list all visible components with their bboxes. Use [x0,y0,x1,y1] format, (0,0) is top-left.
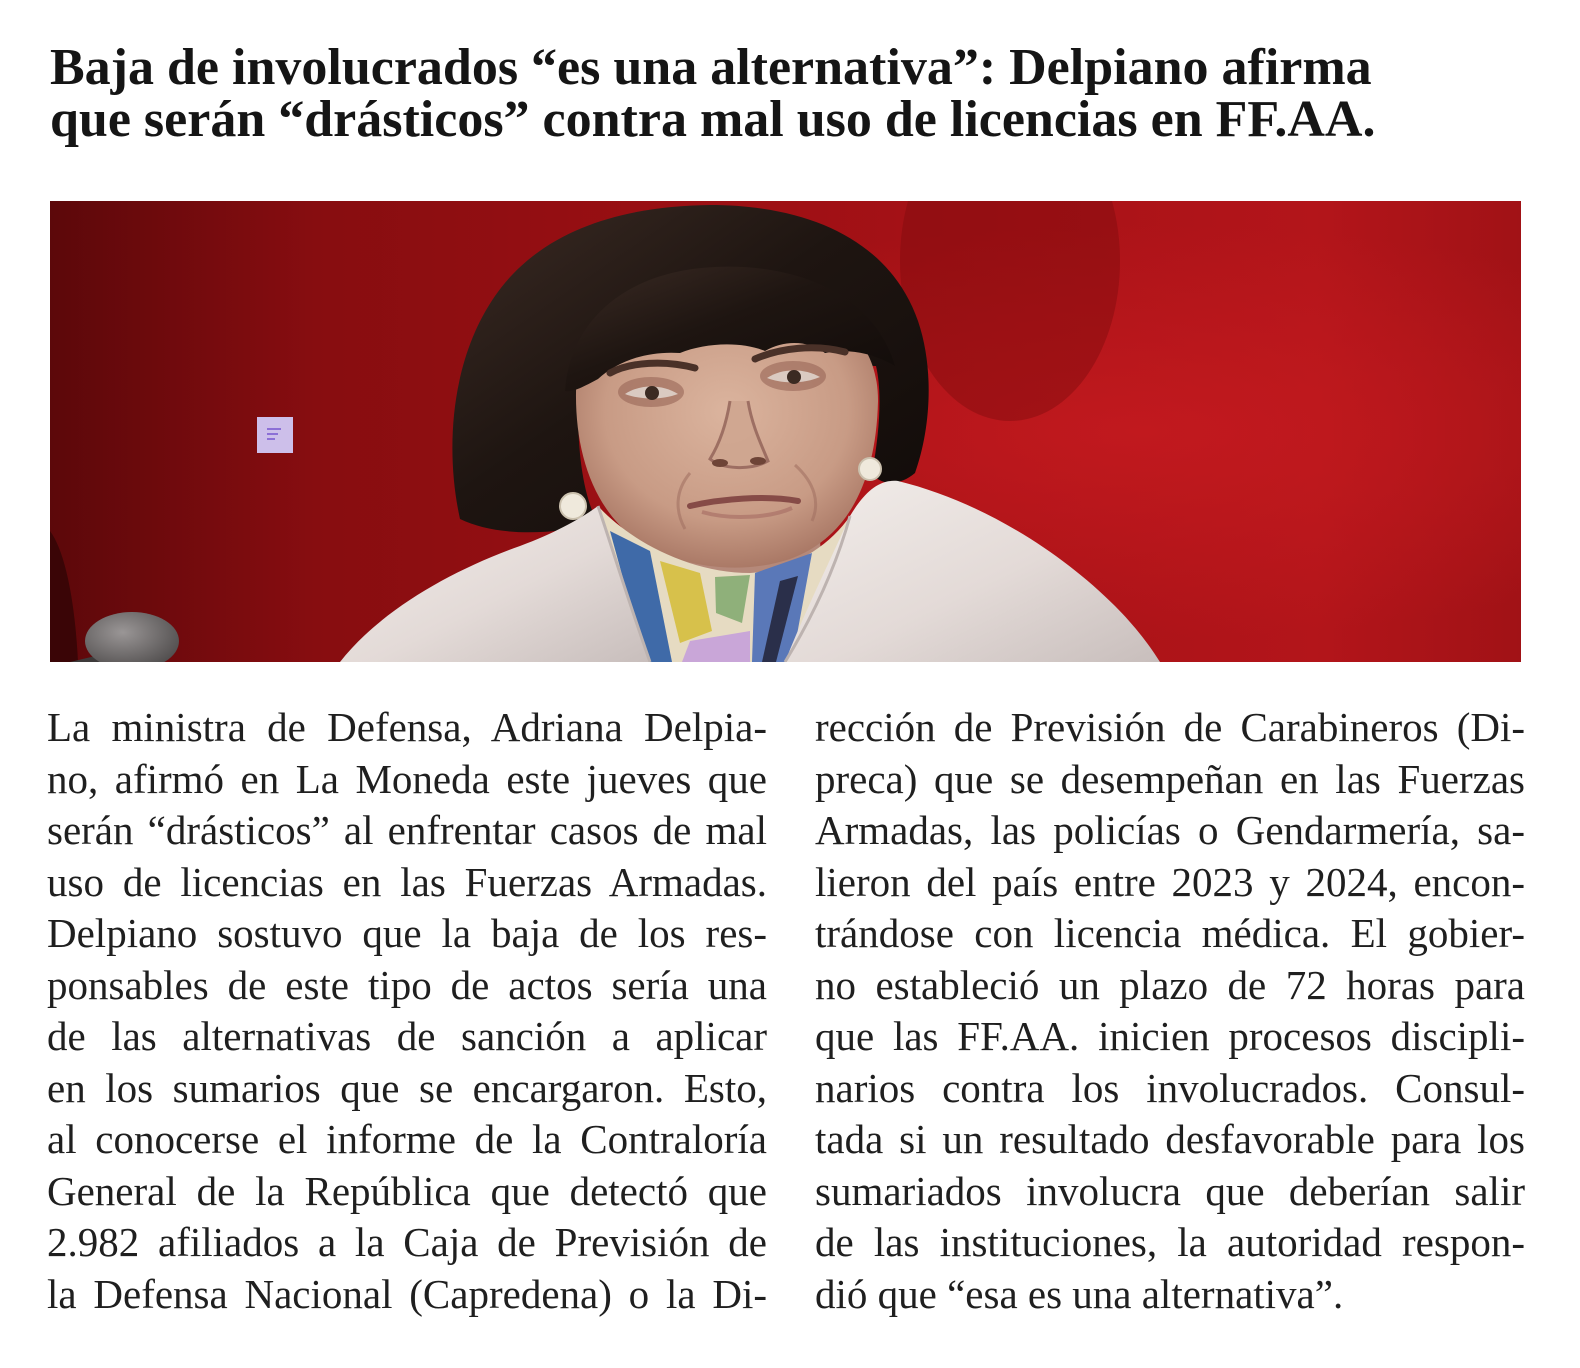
right-pearl-earring [859,458,881,480]
body-text-line: uso de licencias en las Fuerzas Armadas. [47,858,767,905]
body-text-line: La ministra de Defensa, Adriana Delpia- [47,704,767,750]
body-text-line: Armadas, las policías o Gendarmería, sa- [815,807,1525,853]
body-text-line: Delpiano sostuvo que la baja de los res- [47,910,767,956]
body-text-line: en los sumarios que se encargaron. Esto, [47,1064,767,1111]
body-text-line: trándose con licencia médica. El gobier- [815,910,1525,956]
left-iris [645,386,659,400]
body-text-line: rección de Previsión de Carabineros (Di- [815,704,1525,750]
headline [50,39,1376,148]
left-pearl-earring [560,493,586,519]
body-column-right [815,702,1525,1320]
body-text-line: lieron del país entre 2023 y 2024, encon- [815,858,1525,905]
note-icon-line [267,433,278,435]
headline-line: que serán “drásticos” contra mal uso de licencias en FF.AA. [50,91,1376,148]
body-text-line: serán “drásticos” al enfrentar casos de mal [47,807,767,853]
body-column-left [47,702,767,1320]
body-text-line: ponsables de este tipo de actos sería una [47,961,767,1008]
headline-line: Baja de involucrados “es una alternativa”: Delpiano afirma [50,39,1372,96]
body-text-line: preca) que se desempeñan en las Fuerzas [815,755,1525,802]
note-icon-line [267,428,281,430]
body-text-line: dió que “esa es una alternativa”. [815,1270,1344,1317]
body-text-line: 2.982 afiliados a la Caja de Previsión de [47,1219,767,1265]
body-text-line: que las FF.AA. inicien procesos discipli- [815,1013,1525,1059]
right-nostril [750,457,766,465]
note-icon-line [267,438,275,440]
body-text-line: General de la República que detectó que [47,1167,767,1214]
body-text-line: la Defensa Nacional (Capredena) o la Di- [47,1270,767,1317]
body-text-line: de las instituciones, la autoridad respon- [815,1219,1525,1265]
body-text-line: al conocerse el informe de la Contraloría [47,1116,767,1162]
body-text-line: no estableció un plazo de 72 horas para [815,961,1525,1008]
body-text-line: narios contra los involucrados. Consul- [815,1064,1525,1111]
body-text-line: de las alternativas de sanción a aplicar [47,1013,767,1059]
body-text-line: no, afirmó en La Moneda este jueves que [47,755,767,802]
right-iris [787,370,801,384]
body-text-line: sumariados involucra que deberían salir [815,1167,1525,1214]
note-icon[interactable] [257,417,293,453]
left-nostril [712,459,728,467]
body-text-line: tada si un resultado desfavorable para los [815,1116,1525,1162]
